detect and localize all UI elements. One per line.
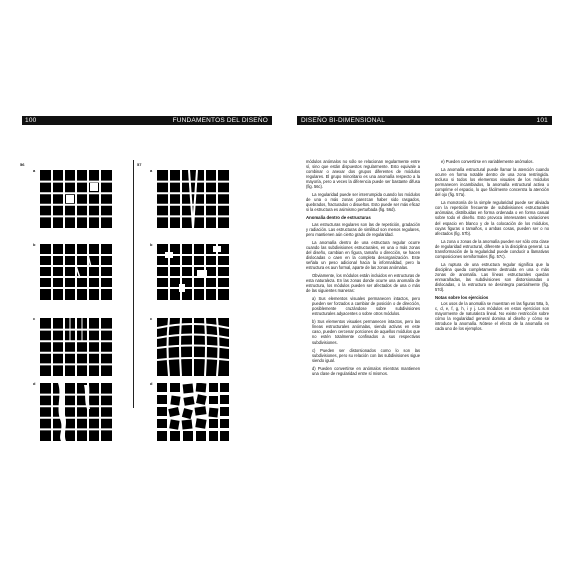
paragraph: La regularidad puede ser interrumpida cuando los módulos de una o más zonas parezcan haber sido rasgados, quebrados, fracturados o disueltos. Esto puede ser más eficaz si la estructura es asimismo perturbada (fig. 56d). bbox=[306, 192, 420, 213]
paragraph: La anomalía estructural puede llamar la atención cuando ocurre en forma notable dentro de una zona restringida. Incluso si todos los elementos visuales de los módulos permanecen incambiados, la anomalía estructural activa o comprime el espacio, lo que fácilmente concentra la atención del ojo (fig. 57a). bbox=[435, 167, 549, 198]
figure-label-a: a bbox=[150, 168, 153, 173]
figure-56b bbox=[33, 242, 112, 305]
left-page-title: FUNDAMENTOS DEL DISEÑO bbox=[172, 117, 268, 124]
figure-label-c: c bbox=[33, 316, 36, 321]
list-item: b) Sus elementos visuales permanecen intactos, pero las líneas estructurales anómalas, siendo activas en este caso, pueden cercenar porciones de aquellos módulos que no estén totalmente confinados a sus respectivas subdivisiones. bbox=[312, 319, 420, 345]
grid-broken-image bbox=[157, 383, 229, 441]
figure-label-d: d bbox=[150, 381, 153, 386]
figure-56a bbox=[33, 168, 112, 233]
list-item: c) Pueden ser distorsionados como lo son las subdivisiones, pero su relación con las subdivisiones sigue siendo igual. bbox=[312, 347, 420, 363]
right-page-title: DISEÑO BI-DIMENSIONAL bbox=[301, 117, 386, 124]
list-item: e) Pueden convertirse en variablemente anómalos. bbox=[441, 159, 534, 164]
section-heading: Anomalía dentro de estructuras bbox=[306, 215, 371, 221]
figure-56-label: 56 bbox=[20, 162, 25, 167]
figure-57a bbox=[150, 168, 229, 233]
figure-label-c: c bbox=[150, 316, 153, 321]
right-page-header bbox=[297, 116, 552, 125]
grid-curved-image bbox=[157, 318, 229, 376]
figure-57b bbox=[150, 242, 229, 305]
figure-57d bbox=[150, 381, 229, 446]
paragraph: módulos anómalos no sólo se relacionan regularmente entre sí, sino que están dispuestos regularmente. Esto equivale a combinar o anexar dos grupos diferentes de módulos regulares. El grupo minoritario es una anomalía respecto a la mayoría, pero a veces la diferencia puede ser bastante difusa (fig. 56c). bbox=[306, 159, 420, 190]
paragraph: La monotonía de la simple regularidad puede ser aliviada con la repetición frecuente de subdivisiones estructurales anómalas, distribuidas en forma ordenada o en forma casual sobre todo el diseño. Esto provoca interesantes variaciones del espacio en blanco y de la colocación de los módulos, cuyas figuras o tamaños, o ambas cosas, pueden ser o no afectados (fig. 57b). bbox=[435, 200, 549, 236]
paragraph: La ruptura de una estructura regular significa que la disciplina queda completamente destruida en una o más zonas de anomalía. Las líneas estructurales quedan enmarañadas, las subdivisiones son distorsionadas o dislocadas, o la estructura se desintegra parcialmente (fig. 57d). bbox=[435, 261, 549, 293]
section-heading: Notas sobre los ejercicios bbox=[435, 295, 489, 301]
left-page-number: 100 bbox=[25, 117, 37, 124]
figure-57-label: 57 bbox=[137, 162, 142, 167]
figure-label-a: a bbox=[33, 168, 36, 173]
right-page-number: 101 bbox=[536, 117, 548, 124]
list-item: d) Pueden convertirse en anómalos mientras mantienen una clase de regularidad entre sí mismos. bbox=[312, 365, 420, 376]
paragraph: La zona o zonas de la anomalía pueden ser sólo otra clase de regularidad estructural, diferente a la disciplina general. La transformación de la regularidad puede conducir a llamativas composiciones semiformales (fig. 57c). bbox=[435, 238, 549, 259]
paragraph: Obviamente, los módulos están incluidos en estructuras de esta naturaleza. En las zonas donde ocurre una anomalía de estructura, los módulos pueden ser afectados de una o más de las siguientes maneras: bbox=[306, 272, 420, 294]
left-page-header bbox=[22, 116, 272, 125]
figure-label-b: b bbox=[150, 242, 153, 247]
grid-shifted-image bbox=[40, 244, 112, 300]
figure-label-b: b bbox=[33, 242, 36, 247]
list-item: a) Sus elementos visuales permanecen intactos, pero pueden ser forzados a cambiar de posición o de dirección, posiblemente cruzándose sobre subdivisiones estructurales adyacentes o sobre otros módulos. bbox=[312, 296, 420, 317]
text-column-1 bbox=[306, 159, 420, 379]
figure-56d bbox=[33, 381, 112, 446]
figure-56c bbox=[33, 316, 112, 381]
text-column-2 bbox=[435, 159, 549, 334]
figure-57c bbox=[150, 316, 229, 381]
grid-compressed-image bbox=[157, 170, 229, 228]
grid-scattered-image bbox=[157, 244, 229, 300]
paragraph: Los usos de la anomalía se muestran en las figuras 58a, b, c, d, e, f, g, h, i y j. Los módulos en estos ejercicios son mayormente de naturaleza lineal. No existe restricción sobre cómo la regularidad general domina al diseño y cómo se introduce la anomalía. Nótese el efecto de la anomalía en cada uno de los ejemplos. bbox=[435, 301, 549, 332]
grid-torn-image bbox=[40, 383, 112, 441]
grid-regular-image bbox=[40, 170, 112, 228]
paragraph: La anomalía dentro de una estructura regular ocurre cuando las subdivisiones estructurales, en una o más zonas del diseño, cambian en figura, tamaño o dirección, se hacen dislocadas o caen en la completa desorganización. Este señala un peso adicional hacia la informalidad, pero la estructura es aun formal, aparte de las zonas anómalas. bbox=[306, 239, 420, 270]
grid-mixed-image bbox=[40, 318, 112, 376]
paragraph: Las estructuras regulares son las de repetición, gradación y radiación. Las estructuras de similitud son menos regulares, pero mantienen aún cierto grado de regularidad. bbox=[306, 221, 420, 237]
figure-label-d: d bbox=[33, 381, 36, 386]
panel-divider bbox=[133, 160, 134, 408]
